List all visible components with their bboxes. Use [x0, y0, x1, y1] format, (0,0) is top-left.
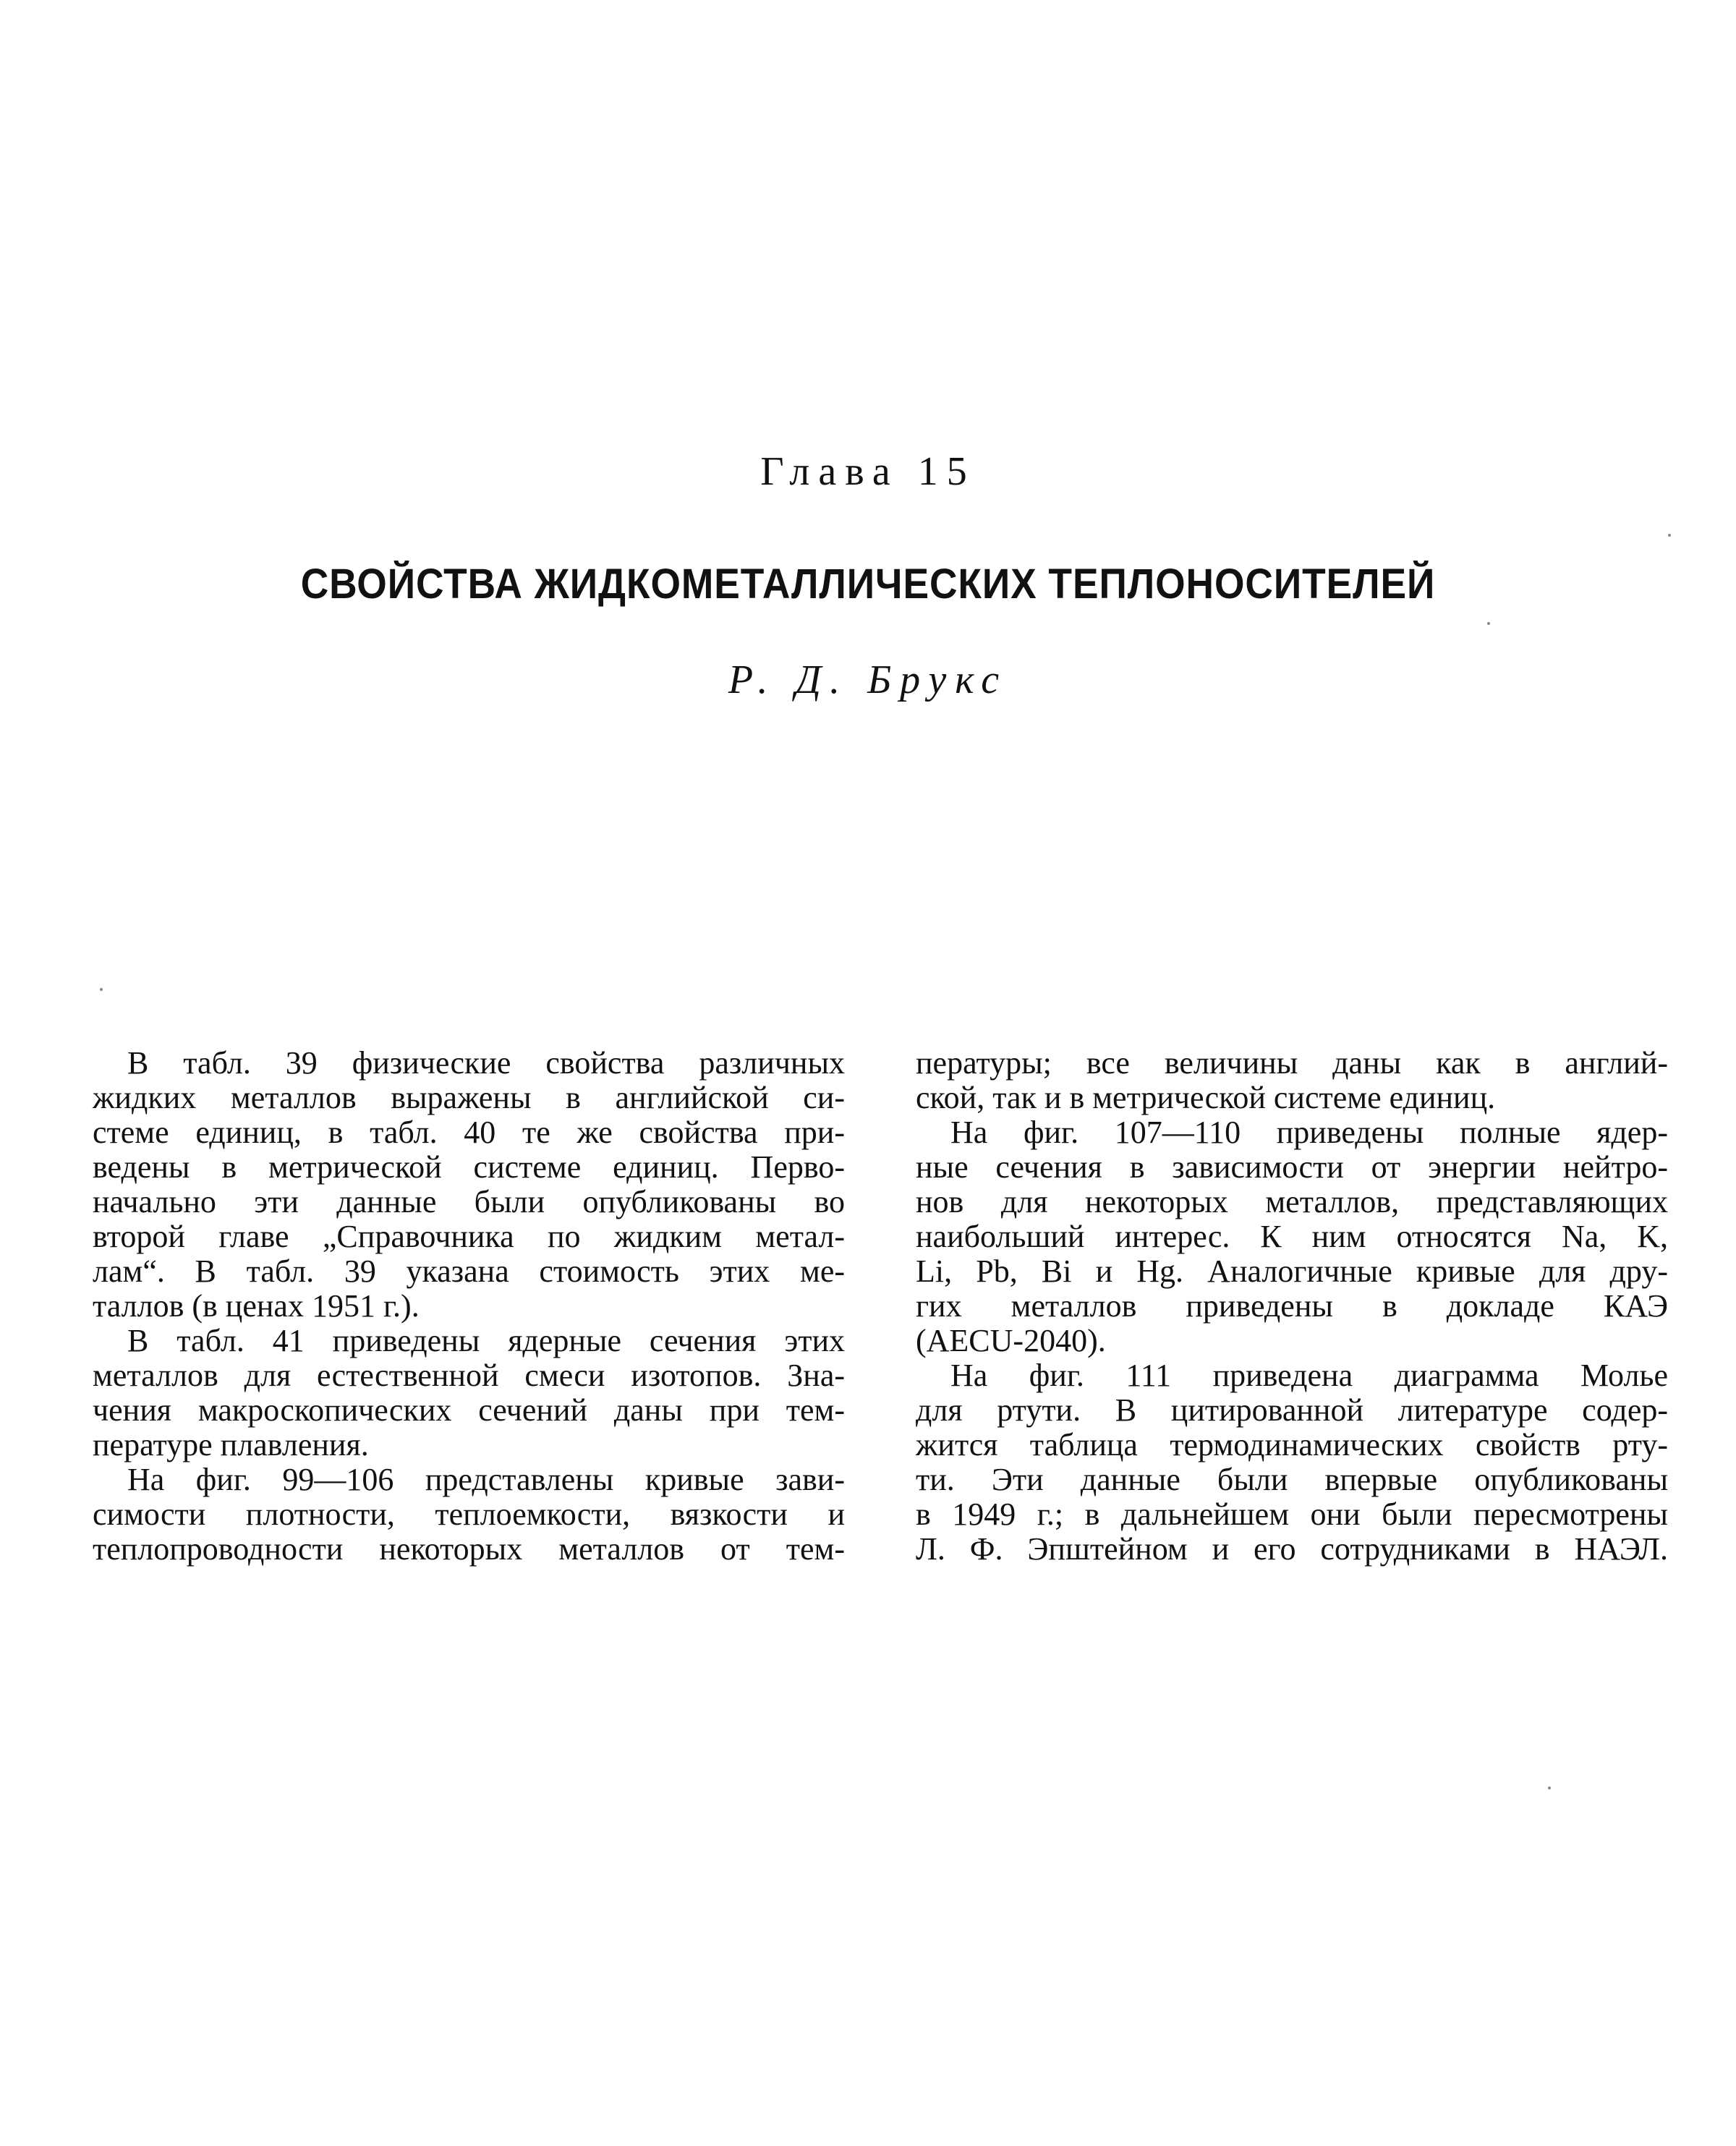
- text-line: В табл. 41 приведены ядерные сечения этих: [127, 1323, 845, 1358]
- text-line: жится таблица термодинамических свойств рту-: [916, 1427, 1668, 1462]
- scan-speck: [1487, 622, 1490, 625]
- text-line: начально эти данные были опубликованы во: [93, 1184, 845, 1219]
- scan-speck: [1548, 1787, 1551, 1789]
- text-line: таллов (в ценах 1951 г.).: [93, 1288, 420, 1324]
- text-line: для ртути. В цитированной литературе содер-: [916, 1392, 1668, 1428]
- text-line: наибольший интерес. К ним относятся Na, K,: [916, 1219, 1668, 1254]
- text-line: На фиг. 99—106 представлены кривые зави-: [127, 1462, 845, 1497]
- paragraph: [916, 1358, 1668, 1567]
- paragraph: [93, 1046, 845, 1324]
- text-line: ти. Эти данные были впервые опубликованы: [916, 1462, 1668, 1497]
- paragraph: [93, 1324, 845, 1462]
- left-text-column: [93, 1046, 845, 1567]
- text-line: ные сечения в зависимости от энергии нейтро-: [916, 1149, 1668, 1185]
- paragraph: [916, 1115, 1668, 1358]
- text-line: лам“. В табл. 39 указана стоимость этих ме-: [93, 1253, 845, 1289]
- text-line: металлов для естественной смеси изотопов. Зна-: [93, 1358, 845, 1393]
- paragraph: [93, 1462, 845, 1567]
- text-line: На фиг. 111 приведена диаграмма Молье: [950, 1358, 1668, 1393]
- text-line: На фиг. 107—110 приведены полные ядер-: [950, 1115, 1668, 1150]
- text-line: ской, так и в метрической системе единиц.: [916, 1080, 1496, 1115]
- text-line: симости плотности, теплоемкости, вязкости и: [93, 1496, 845, 1532]
- text-line: нов для некоторых металлов, представляющих: [916, 1184, 1668, 1219]
- text-line: пературе плавления.: [93, 1427, 369, 1462]
- text-line: В табл. 39 физические свойства различных: [127, 1045, 845, 1081]
- chapter-title: СВОЙСТВА ЖИДКОМЕТАЛЛИЧЕСКИХ ТЕПЛОНОСИТЕЛЕЙ: [300, 561, 1436, 608]
- chapter-label: Глава 15: [760, 449, 976, 494]
- text-line: пературы; все величины даны как в англий-: [916, 1045, 1668, 1081]
- text-line: Li, Pb, Bi и Hg. Аналогичные кривые для дру-: [916, 1253, 1668, 1289]
- text-line: гих металлов приведены в докладе КАЭ: [916, 1288, 1668, 1324]
- paragraph: [916, 1046, 1668, 1115]
- scan-speck: [1668, 534, 1671, 537]
- text-line: (AECU-2040).: [916, 1323, 1106, 1358]
- text-line: ведены в метрической системе единиц. Перво-: [93, 1149, 845, 1185]
- text-line: жидких металлов выражены в английской си-: [93, 1080, 845, 1115]
- chapter-author: Р. Д. Брукс: [728, 657, 1008, 702]
- text-line: теплопроводности некоторых металлов от тем-: [93, 1531, 845, 1567]
- text-line: второй главе „Справочника по жидким метал-: [93, 1219, 845, 1254]
- text-line: чения макроскопических сечений даны при тем-: [93, 1392, 845, 1428]
- scan-speck: [100, 988, 103, 991]
- right-text-column: [916, 1046, 1668, 1567]
- text-line: Л. Ф. Эпштейном и его сотрудниками в НАЭЛ.: [916, 1531, 1668, 1567]
- text-line: в 1949 г.; в дальнейшем они были пересмотрены: [916, 1496, 1668, 1532]
- text-line: стеме единиц, в табл. 40 те же свойства при-: [93, 1115, 845, 1150]
